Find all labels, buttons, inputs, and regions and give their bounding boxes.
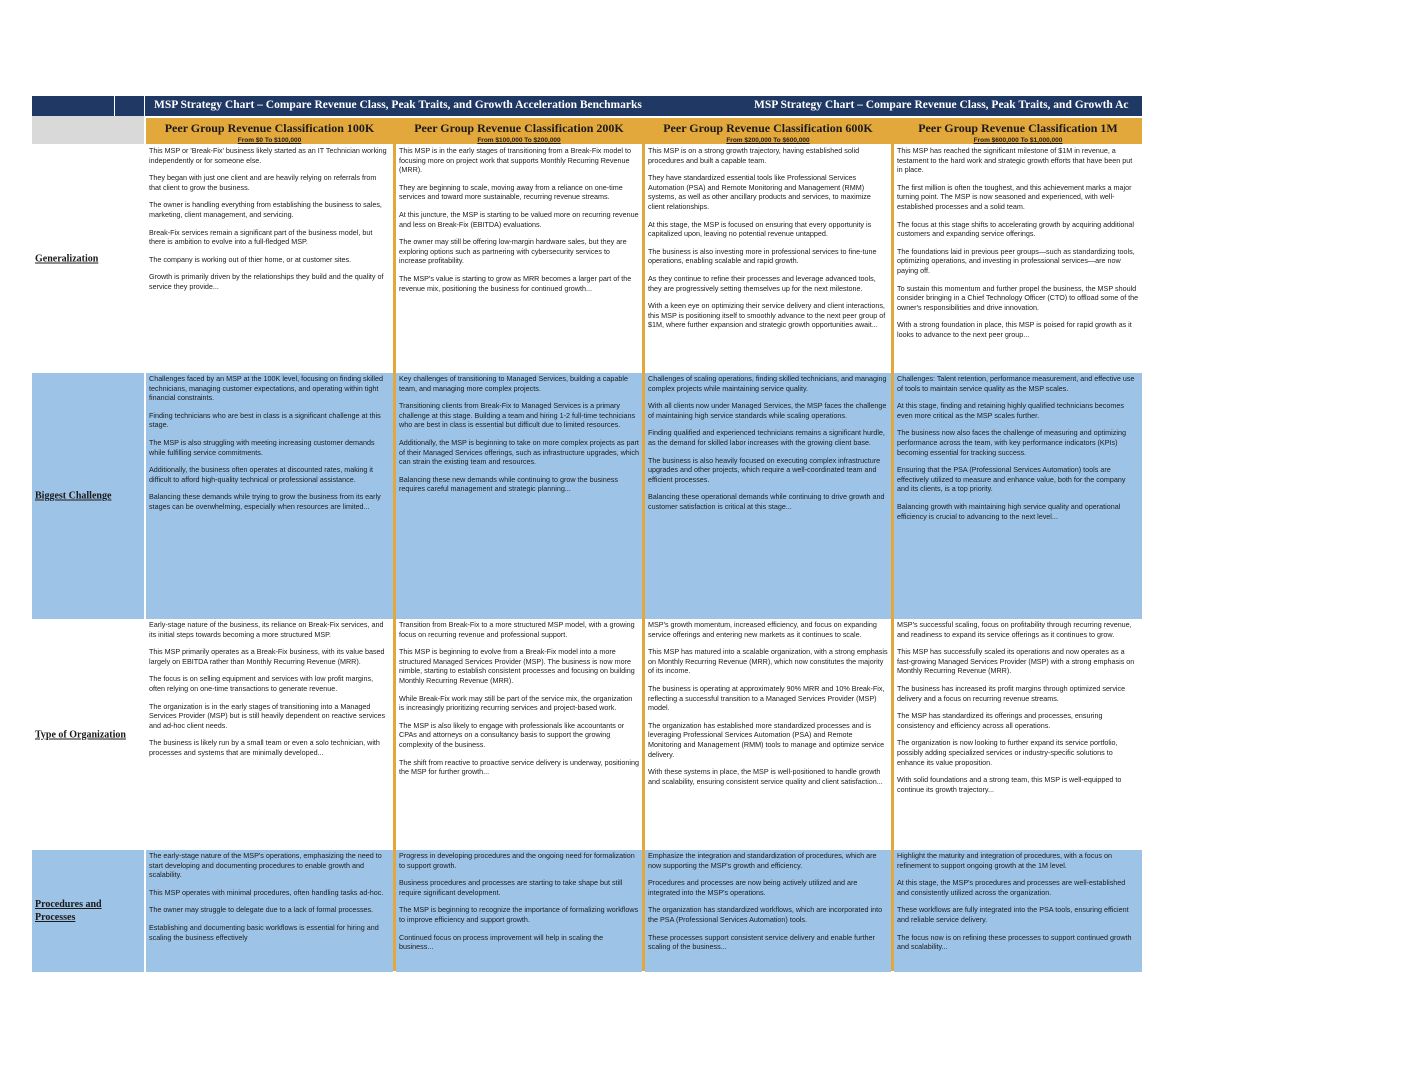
corner-cell <box>32 116 144 144</box>
cell-text: Finding technicians who are best in class is a significant challenge at this stage. <box>149 410 381 430</box>
cell-text: The business has increased its profit margins through optimized service delivery and a focus on recurring revenue streams. <box>897 683 1126 703</box>
column-title: Peer Group Revenue Classification 1M <box>918 121 1118 135</box>
column-divider <box>393 118 396 971</box>
cell-text: The organization has established more standardized processes and is leveraging Professional Services Automation (PSA) and Remote Monitoring and Management (RMM) tools to manage and optimize service delivery. <box>648 720 885 759</box>
cell <box>894 373 1142 619</box>
cell-text: The owner may struggle to delegate due to a lack of formal processes. <box>149 905 374 915</box>
cell-text: The company is working out of thier home, or at customer sites. <box>149 254 352 264</box>
column-divider <box>891 118 894 971</box>
cell <box>645 619 891 850</box>
cell-text: At this stage, the MSP's procedures and processes are well-established and consistently utilized across the organization. <box>897 878 1126 897</box>
cell-text: These processes support consistent service delivery and enable further scaling of the business... <box>648 932 875 952</box>
row-label-text: Generalization <box>35 253 99 265</box>
row-label <box>32 145 144 373</box>
cell-text: The owner is handling everything from establishing the business to sales, marketing, client management, and servicing. <box>149 200 382 219</box>
cell-text: Additionally, the MSP is beginning to take on more complex projects as part of their Managed Services offerings, such as infrastructure upgrades, which can strain the existing team and resources. <box>399 437 639 467</box>
cell-text: Balancing these new demands while continuing to grow the business requires careful management and strategic planning... <box>399 474 618 494</box>
row-label <box>32 850 144 972</box>
row-label-text: Procedures and Processes <box>35 899 102 923</box>
cell <box>146 373 393 619</box>
cell-text: The business is also heavily focused on executing complex infrastructure upgrades and other projects, which require a well-coordinated team and efficient processes. <box>648 455 881 484</box>
cell-text: As they continue to refine their processes and leverage advanced tools, they are progressively setting themselves up for the next milestone. <box>648 273 876 293</box>
cell-text: The focus at this stage shifts to accelerating growth by acquiring additional customers and expanding service offerings. <box>897 219 1134 239</box>
cell-text: The MSP has standardized its offerings and processes, ensuring consistency and efficiency across all operations. <box>897 711 1103 730</box>
cell-text: The foundations laid in previous peer groups—such as standardizing tools, optimizing operations, and investing in professional services—are now paying off. <box>897 246 1135 275</box>
row-label-text: Biggest Challenge <box>35 490 112 502</box>
cell-text: Emphasize the integration and standardization of procedures, which are now supporting the MSP's growth and efficiency. <box>648 851 877 870</box>
cell-text: Key challenges of transitioning to Managed Services, building a capable team, and managing more complex projects. <box>399 374 628 393</box>
cell-text: While Break-Fix work may still be part of the service mix, the organization is increasingly prioritizing recurring services and project-based work. <box>399 693 633 713</box>
cell <box>146 850 393 972</box>
column-range: From $200,000 To $600,000 <box>726 137 810 144</box>
cell-text: The business now also faces the challenge of measuring and optimizing performance across the team, with key performance indicators (KPIs) becoming essential for tracking success. <box>897 428 1126 457</box>
cell <box>146 145 393 373</box>
cell-text: With solid foundations and a strong team, this MSP is well-equipped to continue its growth trajectory... <box>897 775 1122 794</box>
cell-text: Challenges faced by an MSP at the 100K level, focusing on finding skilled technicians, managing customer expectations, and operating within tight financial constraints. <box>149 374 384 403</box>
cell-text: The first million is often the toughest, and this achievement marks a major turning point. The MSP is now seasoned and experienced, with well-established processes and a solid team. <box>897 182 1132 211</box>
row-type-of-organization <box>32 619 1142 850</box>
cell <box>894 145 1142 373</box>
cell-text: The business is also investing more in professional services to fine-tune operations, enabling scalable and rapid growth. <box>648 246 877 266</box>
cell-text: The early-stage nature of the MSP's operations, emphasizing the need to start developing and documenting procedures to enable growth and scalability. <box>149 851 382 880</box>
banner-cell-a <box>32 96 115 116</box>
cell-text: The owner may still be offering low-margin hardware sales, but they are exploring options such as partnering with cybersecurity services to increase profitability. <box>399 237 627 266</box>
cell-text: Challenges of scaling operations, finding skilled technicians, and managing complex projects while maintaining service quality. <box>648 374 887 393</box>
cell-text: They have standardized essential tools like Professional Services Automation (PSA) and Remote Monitoring and Management (RMM) systems, as well as other ancillary products and services, to maximize client relationships. <box>648 173 871 211</box>
row-procedures-and-processes <box>32 850 1142 972</box>
cell-text: This MSP has reached the significant milestone of $1M in revenue, a testament to the hard work and strategic growth efforts that have been put in place. <box>897 146 1133 175</box>
cell-text: Transition from Break-Fix to a more structured MSP model, with a growing focus on recurring revenue and professional support. <box>399 620 635 639</box>
cell-text: This MSP is beginning to evolve from a Break-Fix model into a more structured Managed Services Provider (MSP). The business is now more nimble, starting to establish consistent processes and focusing on building Monthly Recurring Revenue (MRR). <box>399 647 635 685</box>
column-divider <box>642 118 645 971</box>
cell-text: These workflows are fully integrated into the PSA tools, ensuring efficient and reliable service delivery. <box>897 905 1129 924</box>
cell <box>894 619 1142 850</box>
cell-text: The business is operating at approximately 90% MRR and 10% Break-Fix, reflecting a successful transition to a Managed Services Provider (MSP) model. <box>648 683 885 713</box>
row-label-text: Type of Organization <box>35 729 126 740</box>
cell-text: MSP's growth momentum, increased efficiency, and focus on expanding service offerings and entering new markets as it continues to scale. <box>648 620 877 639</box>
cell-text: To sustain this momentum and further propel the business, the MSP should consider bringing in a Chief Technology Officer (CTO) to offload some of the owner's responsibilities and drive innovation. <box>897 283 1139 312</box>
cell <box>396 850 642 972</box>
cell-text: Establishing and documenting basic workflows is essential for hiring and scaling the business effectively <box>149 922 379 942</box>
cell-text: This MSP is on a strong growth trajectory, having established solid procedures and built a capable team. <box>648 146 860 165</box>
cell-text: Early-stage nature of the business, its reliance on Break-Fix services, and its initial steps towards becoming a more structured MSP. <box>149 620 384 639</box>
row-label <box>32 619 144 850</box>
cell-text: The organization is now looking to further expand its service portfolio, possibly adding specialized services or industry-specific solutions to enhance its value proposition. <box>897 738 1118 767</box>
cell-text: Challenges: Talent retention, performance measurement, and effective use of tools to maintain service quality as the MSP scales. <box>897 374 1135 393</box>
cell-text: The shift from reactive to proactive service delivery is underway, positioning the MSP for further growth... <box>399 757 639 777</box>
cell-text: The business is likely run by a small team or even a solo technician, with processes and systems that are minimally developed... <box>149 738 380 757</box>
banner <box>32 96 1142 116</box>
cell-text: At this stage, finding and retaining highly qualified technicians becomes even more critical as the MSP scales further. <box>897 401 1124 420</box>
row-generalization <box>32 145 1142 373</box>
cell <box>645 145 891 373</box>
cell-text: This MSP is in the early stages of transitioning from a Break-Fix model to focusing more on project work that supports Monthly Recurring Revenue (MRR). <box>399 146 631 175</box>
cell-text: Break-Fix services remain a significant part of the business model, but there is ambition to evolve into a full-fledged MSP. <box>149 227 373 247</box>
cell-text: The focus now is on refining these processes to support continued growth and scalability... <box>897 932 1132 952</box>
cell-text: The MSP's value is starting to grow as MRR becomes a larger part of the revenue mix, positioning the business for continued growth... <box>399 273 632 293</box>
column-range: From $600,000 To $1,000,000 <box>973 137 1063 144</box>
cell <box>396 373 642 619</box>
cell-text: Additionally, the business often operates at discounted rates, making it difficult to afford high-quality technical or professional assistance. <box>149 465 374 484</box>
cell-text: With all clients now under Managed Services, the MSP faces the challenge of maintaining high service standards while scaling operations. <box>648 401 887 420</box>
column-header-200k <box>396 118 642 144</box>
banner-cell-b <box>114 96 145 116</box>
cell <box>396 145 642 373</box>
cell-text: MSP's successful scaling, focus on profitability through recurring revenue, and readiness to expand its service offerings as it continues to grow. <box>897 620 1132 639</box>
cell-text: Balancing these operational demands while continuing to drive growth and customer satisfaction is critical at this stage... <box>648 492 885 511</box>
cell-text: This MSP has matured into a scalable organization, with a strong emphasis on Monthly Recurring Revenue (MRR), which now constitutes the majority of its income. <box>648 647 888 676</box>
cell-text: Balancing these demands while trying to grow the business from its early stages can be overwhelming, especially when resources are limited... <box>149 492 381 511</box>
cell-text: The MSP is also struggling with meeting increasing customer demands while fulfilling service commitments. <box>149 437 375 457</box>
row-label <box>32 373 144 619</box>
column-header-100k <box>146 118 393 144</box>
cell-text: Continued focus on process improvement will help in scaling the business... <box>399 932 604 952</box>
cell-text: Progress in developing procedures and the ongoing need for formalization to support growth. <box>399 851 635 870</box>
cell-text: At this juncture, the MSP is starting to be valued more on recurring revenue and less on Break-Fix (EBITDA) evaluations. <box>399 209 639 229</box>
cell-text: With a strong foundation in place, this MSP is poised for rapid growth as it looks to advance to the next peer group... <box>897 320 1132 339</box>
cell <box>645 850 891 972</box>
cell-text: The focus is on selling equipment and services with low profit margins, often relying on one-time transactions to generate revenue. <box>149 674 374 693</box>
cell-text: The MSP is also likely to engage with professionals like accountants or CPAs and attorneys on a consultancy basis to support the growing complexity of the business. <box>399 720 625 749</box>
cell-text: This MSP primarily operates as a Break-Fix business, with its value based largely on EBITDA rather than Monthly Recurring Revenue (MRR). <box>149 647 385 666</box>
column-range: From $0 To $100,000 <box>237 137 302 144</box>
column-header-600k <box>645 118 891 144</box>
cell-text: Transitioning clients from Break-Fix to Managed Services is a primary challenge at this stage. Building a team and hiring 1-2 full-time technicians who are best in class is essential but difficult due to limited resources. <box>399 401 636 430</box>
cell-text: The MSP is beginning to recognize the importance of formalizing workflows to improve efficiency and support growth. <box>399 905 639 924</box>
cell <box>645 373 891 619</box>
cell <box>396 619 642 850</box>
cell-text: Balancing growth with maintaining high service quality and operational efficiency is crucial to advancing to the next level... <box>897 501 1121 521</box>
banner-title: MSP Strategy Chart – Compare Revenue Class, Peak Traits, and Growth Acceleration Benchmarks <box>154 99 642 111</box>
cell-text: Procedures and processes are now being actively utilized and are integrated into the MSP's operations. <box>648 878 858 897</box>
row-biggest-challenge <box>32 373 1142 619</box>
cell-text: They began with just one client and are heavily relying on referrals from that client to grow the business. <box>149 173 377 192</box>
cell-text: Finding qualified and experienced technicians remains a significant hurdle, as the demand for skilled labor increases with the growing client base. <box>648 428 885 447</box>
cell-text: The organization is in the early stages of transitioning into a Managed Services Provider (MSP) but is still heavily dependent on reactive services and ad-hoc client needs. <box>149 701 386 730</box>
column-range: From $100,000 To $200,000 <box>477 137 561 144</box>
cell <box>146 619 393 850</box>
column-title: Peer Group Revenue Classification 200K <box>414 121 624 135</box>
cell-text: They are beginning to scale, moving away from a reliance on one-time services and toward more sustainable, recurring revenue streams. <box>399 182 623 202</box>
cell-text: Business procedures and processes are starting to take shape but still require significant development. <box>399 878 623 897</box>
cell-text: This MSP operates with minimal procedures, often handling tasks ad-hoc. <box>149 887 384 897</box>
column-title: Peer Group Revenue Classification 100K <box>164 121 375 135</box>
cell-text: This MSP has successfully scaled its operations and now operates as a fast-growing Managed Services Provider (MSP) with a strong emphasis on Monthly Recurring Revenue (MRR). <box>897 647 1135 676</box>
cell-text: This MSP or 'Break-Fix' business likely started as an IT Technician working independently or for someone else. <box>149 146 387 165</box>
cell-text: At this stage, the MSP is focused on ensuring that every opportunity is capitalized upon, leaving no potential revenue untapped. <box>648 219 872 239</box>
banner-title-repeat: MSP Strategy Chart – Compare Revenue Class, Peak Traits, and Growth Ac <box>754 99 1129 111</box>
column-title: Peer Group Revenue Classification 600K <box>663 121 873 135</box>
cell <box>894 850 1142 972</box>
cell-text: With a keen eye on optimizing their service delivery and client interactions, this MSP is positioning itself to smoothly advance to the next peer group of $1M, where further expansion and strategic growth opportunities await... <box>648 301 886 330</box>
cell-text: Growth is primarily driven by the relationships they build and the quality of service they provide... <box>149 272 384 291</box>
cell-text: With these systems in place, the MSP is well-positioned to handle growth and scalability, ensuring consistent service quality and client satisfaction... <box>648 767 883 786</box>
cell-text: Highlight the maturity and integration of procedures, with a focus on refinement to support ongoing growth at the 1M level. <box>897 851 1112 870</box>
cell-text: The organization has standardized workflows, which are incorporated into the PSA (Professional Services Automation) tools. <box>648 905 883 924</box>
cell-text: Ensuring that the PSA (Professional Services Automation) tools are effectively utilized to measure and enhance value, both for the company and its clients, is a top priority. <box>897 465 1126 494</box>
column-header-1m <box>894 118 1142 144</box>
